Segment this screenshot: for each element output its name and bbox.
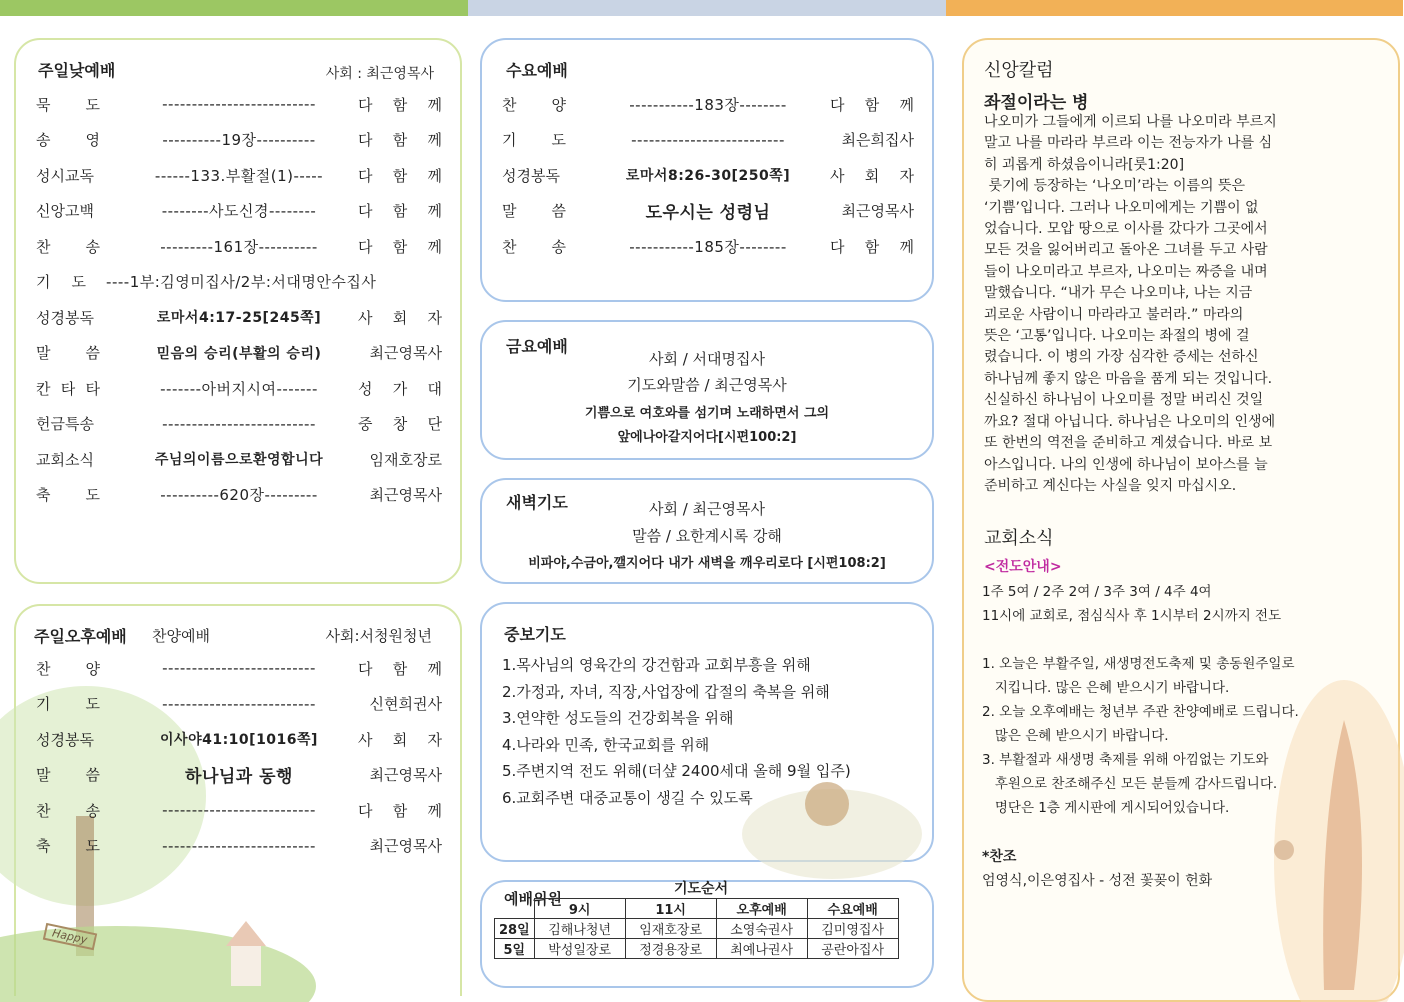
column-line: 렸습니다. 이 병의 가장 심각한 증세는 선하신: [984, 349, 1259, 366]
row-label: 기 도: [36, 695, 100, 713]
row-content: 하나님과 동행: [185, 767, 293, 787]
column-line: 신실하신 하나님이 나오미를 정말 버리신 것일: [984, 392, 1264, 409]
row-content: --------------------------: [162, 801, 316, 819]
top-bar-orange: [946, 0, 1403, 16]
duty-cell: 김해나청년: [534, 919, 625, 939]
prayer-item: 2.가정과, 자녀, 직장,사업장에 갑절의 축복을 위해: [502, 682, 830, 701]
row-leader: 사 회 자: [830, 166, 914, 185]
duty-cell: 임재호장로: [625, 919, 716, 939]
notice-line: 많은 은혜 받으시기 바랍니다.: [982, 728, 1169, 744]
wednesday-row: [502, 165, 914, 185]
row-label: 묵 도: [36, 95, 100, 114]
wednesday-title: 수요예배: [506, 61, 568, 80]
row-leader: 최은희집사: [841, 131, 914, 149]
wednesday-row: [502, 94, 914, 114]
top-bar-green: [0, 0, 468, 16]
dawn-host: 사회 / 최근영목사: [648, 500, 766, 518]
dawn-verse: 비파야,수금아,깰지어다 내가 새벽을 깨우리로다 [시편108:2]: [528, 556, 886, 571]
sunday_morning-row: [36, 449, 442, 469]
column-line: 말고 나를 마라라 부르라 이는 전능자가 나를 심: [984, 135, 1273, 152]
row-content: 믿음의 승리(부활의 승리): [156, 345, 322, 362]
duty-panel: [480, 880, 934, 988]
row-content: -----------185장--------: [629, 237, 787, 256]
row-content: -------아버지시여-------: [160, 379, 318, 398]
sunday-morning-host: 사회 : 최근영목사: [325, 66, 434, 82]
row-label: 찬 송: [502, 237, 566, 256]
row-label: 축 도: [36, 837, 100, 855]
sunday_morning-row: [36, 236, 442, 256]
news-title: 교회소식: [984, 528, 1054, 549]
duty-cell: 소영숙권사: [716, 919, 807, 939]
row-content: --------------------------: [162, 836, 316, 855]
column-line: 준비하고 계신다는 사실을 잊지 마십시오.: [984, 477, 1237, 494]
column-line: 었습니다. 모압 땅으로 이사를 갔다가 그곳에서: [984, 221, 1268, 238]
column-line: 까요? 절대 아닙니다. 하나님은 나오미의 인생에: [984, 413, 1276, 430]
sunday_afternoon-row: [36, 800, 442, 820]
sunday-morning-panel: [14, 38, 462, 584]
duty-table: [494, 898, 899, 959]
duty-row: [495, 919, 899, 939]
row-leader: 다 함 께: [830, 95, 914, 114]
wednesday-panel: [480, 38, 934, 302]
duty-date: 28일: [495, 919, 535, 939]
notice-line: 명단은 1층 게시판에 게시되어있습니다.: [982, 800, 1230, 816]
friday-title: 금요예배: [506, 337, 568, 356]
sunday_morning-row: [36, 201, 442, 221]
row-content: -----------183장--------: [629, 95, 787, 114]
duty-cell: 박성일장로: [534, 939, 625, 959]
happy-sign: Happy: [43, 923, 97, 950]
sunday_morning-row: [36, 307, 442, 327]
sunday-afternoon-title: 주일오후예배: [34, 627, 127, 646]
prayer-item: 5.주변지역 전도 위해(더샾 2400세대 올해 9월 입주): [502, 762, 851, 780]
row-content: --------사도신경--------: [161, 202, 317, 220]
row-content: 주님의이름으로환영합니다: [154, 452, 324, 468]
sunday_morning-row: [36, 272, 442, 292]
row-content: 로마서4:17-25[245쪽]: [156, 310, 322, 326]
row-content: ------133.부활절(1)-----: [154, 166, 324, 185]
row-leader: 성 가 대: [358, 379, 442, 398]
friday-verse-line-1: 기쁨으로 여호와를 섬기며 노래하면서 그의: [584, 406, 830, 421]
row-content: --------------------------: [162, 694, 316, 713]
row-leader: 다 함 께: [358, 166, 442, 185]
row-content: ----------19장----------: [162, 131, 316, 149]
column-heading: 좌절이라는 병: [984, 93, 1089, 113]
duty-header-blank: [495, 899, 535, 919]
row-label: 칸 타 타: [36, 379, 100, 398]
row-leader: 사 회 자: [358, 730, 442, 749]
sunday_morning-row: [36, 485, 442, 505]
sunday_afternoon-row: [36, 836, 442, 856]
duty-header-wednesday: 수요예배: [807, 899, 898, 919]
column-line: 나오미가 그들에게 이르되 나를 나오미라 부르지: [984, 114, 1277, 130]
column-line: 뜻은 ‘고통’입니다. 나오미는 좌절의 병에 걸: [984, 328, 1250, 345]
row-label: 헌금특송: [36, 415, 94, 433]
duty-cell: 김미영집사: [807, 919, 898, 939]
evangelism-label: <전도안내>: [984, 559, 1062, 575]
duty-header-11: 11시: [625, 899, 716, 919]
duty-cell: 정경용장로: [625, 939, 716, 959]
sunday-afternoon-subtitle: 찬양예배: [152, 627, 210, 645]
prayer-item: 4.나라와 민족, 한국교회를 위해: [502, 735, 710, 754]
notice-line: 3. 부활절과 새생명 축제를 위해 아낌없는 기도와: [982, 752, 1269, 768]
row-label: 찬 양: [36, 659, 100, 678]
row-content: --------------------------: [631, 130, 785, 149]
wednesday-row: [502, 130, 914, 150]
dawn-prayer-panel: [480, 478, 934, 584]
friday-panel: [480, 320, 934, 460]
notice-line: 1. 오늘은 부활주일, 새생명전도축제 및 총동원주일로: [982, 656, 1295, 672]
row-leader: 최근영목사: [841, 202, 914, 220]
column-line: 말했습니다. “내가 무슨 나오미냐, 나는 지금: [984, 285, 1253, 302]
prayer-item: 1.목사님의 영육간의 강건함과 교회부흥을 위해: [502, 656, 811, 674]
notice-line: 후원으로 찬조해주신 모든 분들께 감사드립니다.: [982, 776, 1278, 792]
row-leader: 최근영목사: [369, 837, 442, 855]
row-label: 찬 송: [36, 801, 100, 820]
friday-verse-line-2: 앞에나아갈지어다[시편100:2]: [617, 430, 797, 445]
duty-cell: 최예나권사: [716, 939, 807, 959]
column-line: 룻기에 등장하는 ‘나오미’라는 이름의 뜻은: [984, 178, 1246, 195]
column-line: 히 괴롭게 하셨음이니라[룻1:20]: [984, 156, 1185, 173]
column-panel: [962, 38, 1400, 1002]
row-leader: 다 함 께: [358, 237, 442, 256]
wednesday-row: [502, 201, 914, 221]
column-line: 하나님께 좋지 않은 마음을 품게 되는 것입니다.: [984, 370, 1273, 387]
row-leader: 다 함 께: [830, 237, 914, 256]
row-label: 신앙고백: [36, 202, 94, 220]
duty-row: [495, 939, 899, 959]
duty-header-afternoon: 오후예배: [716, 899, 807, 919]
row-label: 기 도: [502, 131, 566, 149]
sunday_morning-row: [36, 343, 442, 363]
row-label: 찬 송: [36, 237, 100, 256]
row-content: --------------------------: [162, 414, 316, 433]
duty-table-title: 기도순서: [674, 881, 729, 897]
duty-date: 5일: [495, 939, 535, 959]
row-label: 말 씀: [502, 202, 566, 220]
row-label: 축 도: [36, 486, 100, 504]
duty-cell: 공란아집사: [807, 939, 898, 959]
row-label: 성경봉독: [36, 308, 94, 327]
prayer-item: 6.교회주변 대중교통이 생길 수 있도록: [502, 788, 753, 807]
row-label: 성시교독: [36, 166, 94, 185]
sunday-morning-title: 주일낮예배: [38, 61, 116, 80]
row-content: ----1부:김영미집사/2부:서대명안수집사: [106, 273, 377, 291]
row-content: ---------161장----------: [160, 237, 318, 256]
row-content: 로마서8:26-30[250쪽]: [625, 168, 791, 184]
row-content: 이사야41:10[1016쪽]: [160, 732, 318, 748]
row-label: 말 씀: [36, 766, 100, 784]
column-title: 신앙칼럼: [984, 60, 1054, 81]
column-line: 들이 나오미라고 부르자, 나오미는 짜증을 내며: [984, 263, 1268, 280]
sunday_afternoon-row: [36, 765, 442, 785]
row-leader: 다 함 께: [358, 202, 442, 220]
duty-header-9: 9시: [534, 899, 625, 919]
sunday_morning-row: [36, 378, 442, 398]
notice-line: 지킵니다. 많은 은혜 받으시기 바랍니다.: [982, 680, 1230, 696]
row-label: 말 씀: [36, 344, 100, 362]
row-label: 기 도: [36, 273, 87, 291]
evangelism-line: 11시에 교회로, 점심식사 후 1시부터 2시까지 전도: [982, 608, 1282, 624]
row-label: 찬 양: [502, 95, 566, 114]
row-leader: 사 회 자: [358, 308, 442, 327]
row-leader: 다 함 께: [358, 131, 442, 149]
top-bar-blue: [468, 0, 946, 16]
row-leader: 중 창 단: [358, 415, 442, 433]
row-leader: 최근영목사: [369, 486, 442, 504]
sunday_afternoon-row: [36, 658, 442, 678]
row-leader: 다 함 께: [358, 659, 442, 678]
row-content: ----------620장---------: [160, 486, 318, 504]
sunday_afternoon-row: [36, 694, 442, 714]
friday-sermon: 기도와말씀 / 최근영목사: [627, 376, 787, 394]
row-leader: 다 함 께: [358, 801, 442, 820]
sunday_morning-row: [36, 414, 442, 434]
house-illustration: [221, 916, 271, 996]
sunday_morning-row: [36, 165, 442, 185]
dawn-prayer-title: 새벽기도: [506, 493, 568, 512]
sunday-afternoon-panel: [14, 604, 462, 996]
row-leader: 임재호장로: [369, 450, 442, 469]
wednesday-row: [502, 236, 914, 256]
row-content: 도우시는 성령님: [645, 203, 771, 223]
row-leader: 최근영목사: [369, 766, 442, 784]
row-label: 교회소식: [36, 450, 94, 469]
column-line: 괴로운 사람이니 마라라고 불러라.” 마라의: [984, 306, 1244, 323]
column-line: ‘기쁨’입니다. 그러나 나오미에게는 기쁨이 없: [984, 199, 1259, 216]
friday-host: 사회 / 서대명집사: [648, 350, 766, 368]
row-leader: 신현희권사: [369, 695, 442, 713]
duty-title: 예배위원: [504, 890, 562, 908]
donation-text: 엄영식,이은영집사 - 성전 꽃꽂이 헌화: [982, 873, 1213, 889]
evangelism-line: 1주 5여 / 2주 2여 / 3주 3여 / 4주 4여: [982, 584, 1212, 600]
intercession-title: 중보기도: [504, 625, 566, 644]
prayer-item: 3.연약한 성도들의 건강회복을 위해: [502, 709, 734, 727]
row-label: 성경봉독: [36, 730, 94, 749]
notice-line: 2. 오늘 오후예배는 청년부 주관 찬양예배로 드립니다.: [982, 704, 1299, 720]
sunday_morning-row: [36, 130, 442, 150]
row-leader: 최근영목사: [369, 344, 442, 362]
sunday_morning-row: [36, 94, 442, 114]
row-content: --------------------------: [162, 95, 316, 113]
donation-label: *찬조: [982, 849, 1017, 865]
row-content: --------------------------: [162, 659, 316, 677]
row-label: 성경봉독: [502, 166, 560, 185]
sunday_afternoon-row: [36, 729, 442, 749]
row-label: 송 영: [36, 131, 100, 149]
column-line: 또 한번의 역전을 준비하고 계셨습니다. 바로 보: [984, 435, 1273, 452]
row-leader: 다 함 께: [358, 95, 442, 114]
sunday-afternoon-host: 사회:서청원청년: [325, 627, 432, 645]
column-line: 아스입니다. 나의 인생에 하나님이 보아스를 늘: [984, 456, 1268, 473]
column-line: 모든 것을 잃어버리고 돌아온 그녀를 두고 사람: [984, 242, 1268, 259]
dawn-sermon: 말씀 / 요한계시록 강해: [632, 527, 782, 545]
intercession-panel: [480, 602, 934, 862]
